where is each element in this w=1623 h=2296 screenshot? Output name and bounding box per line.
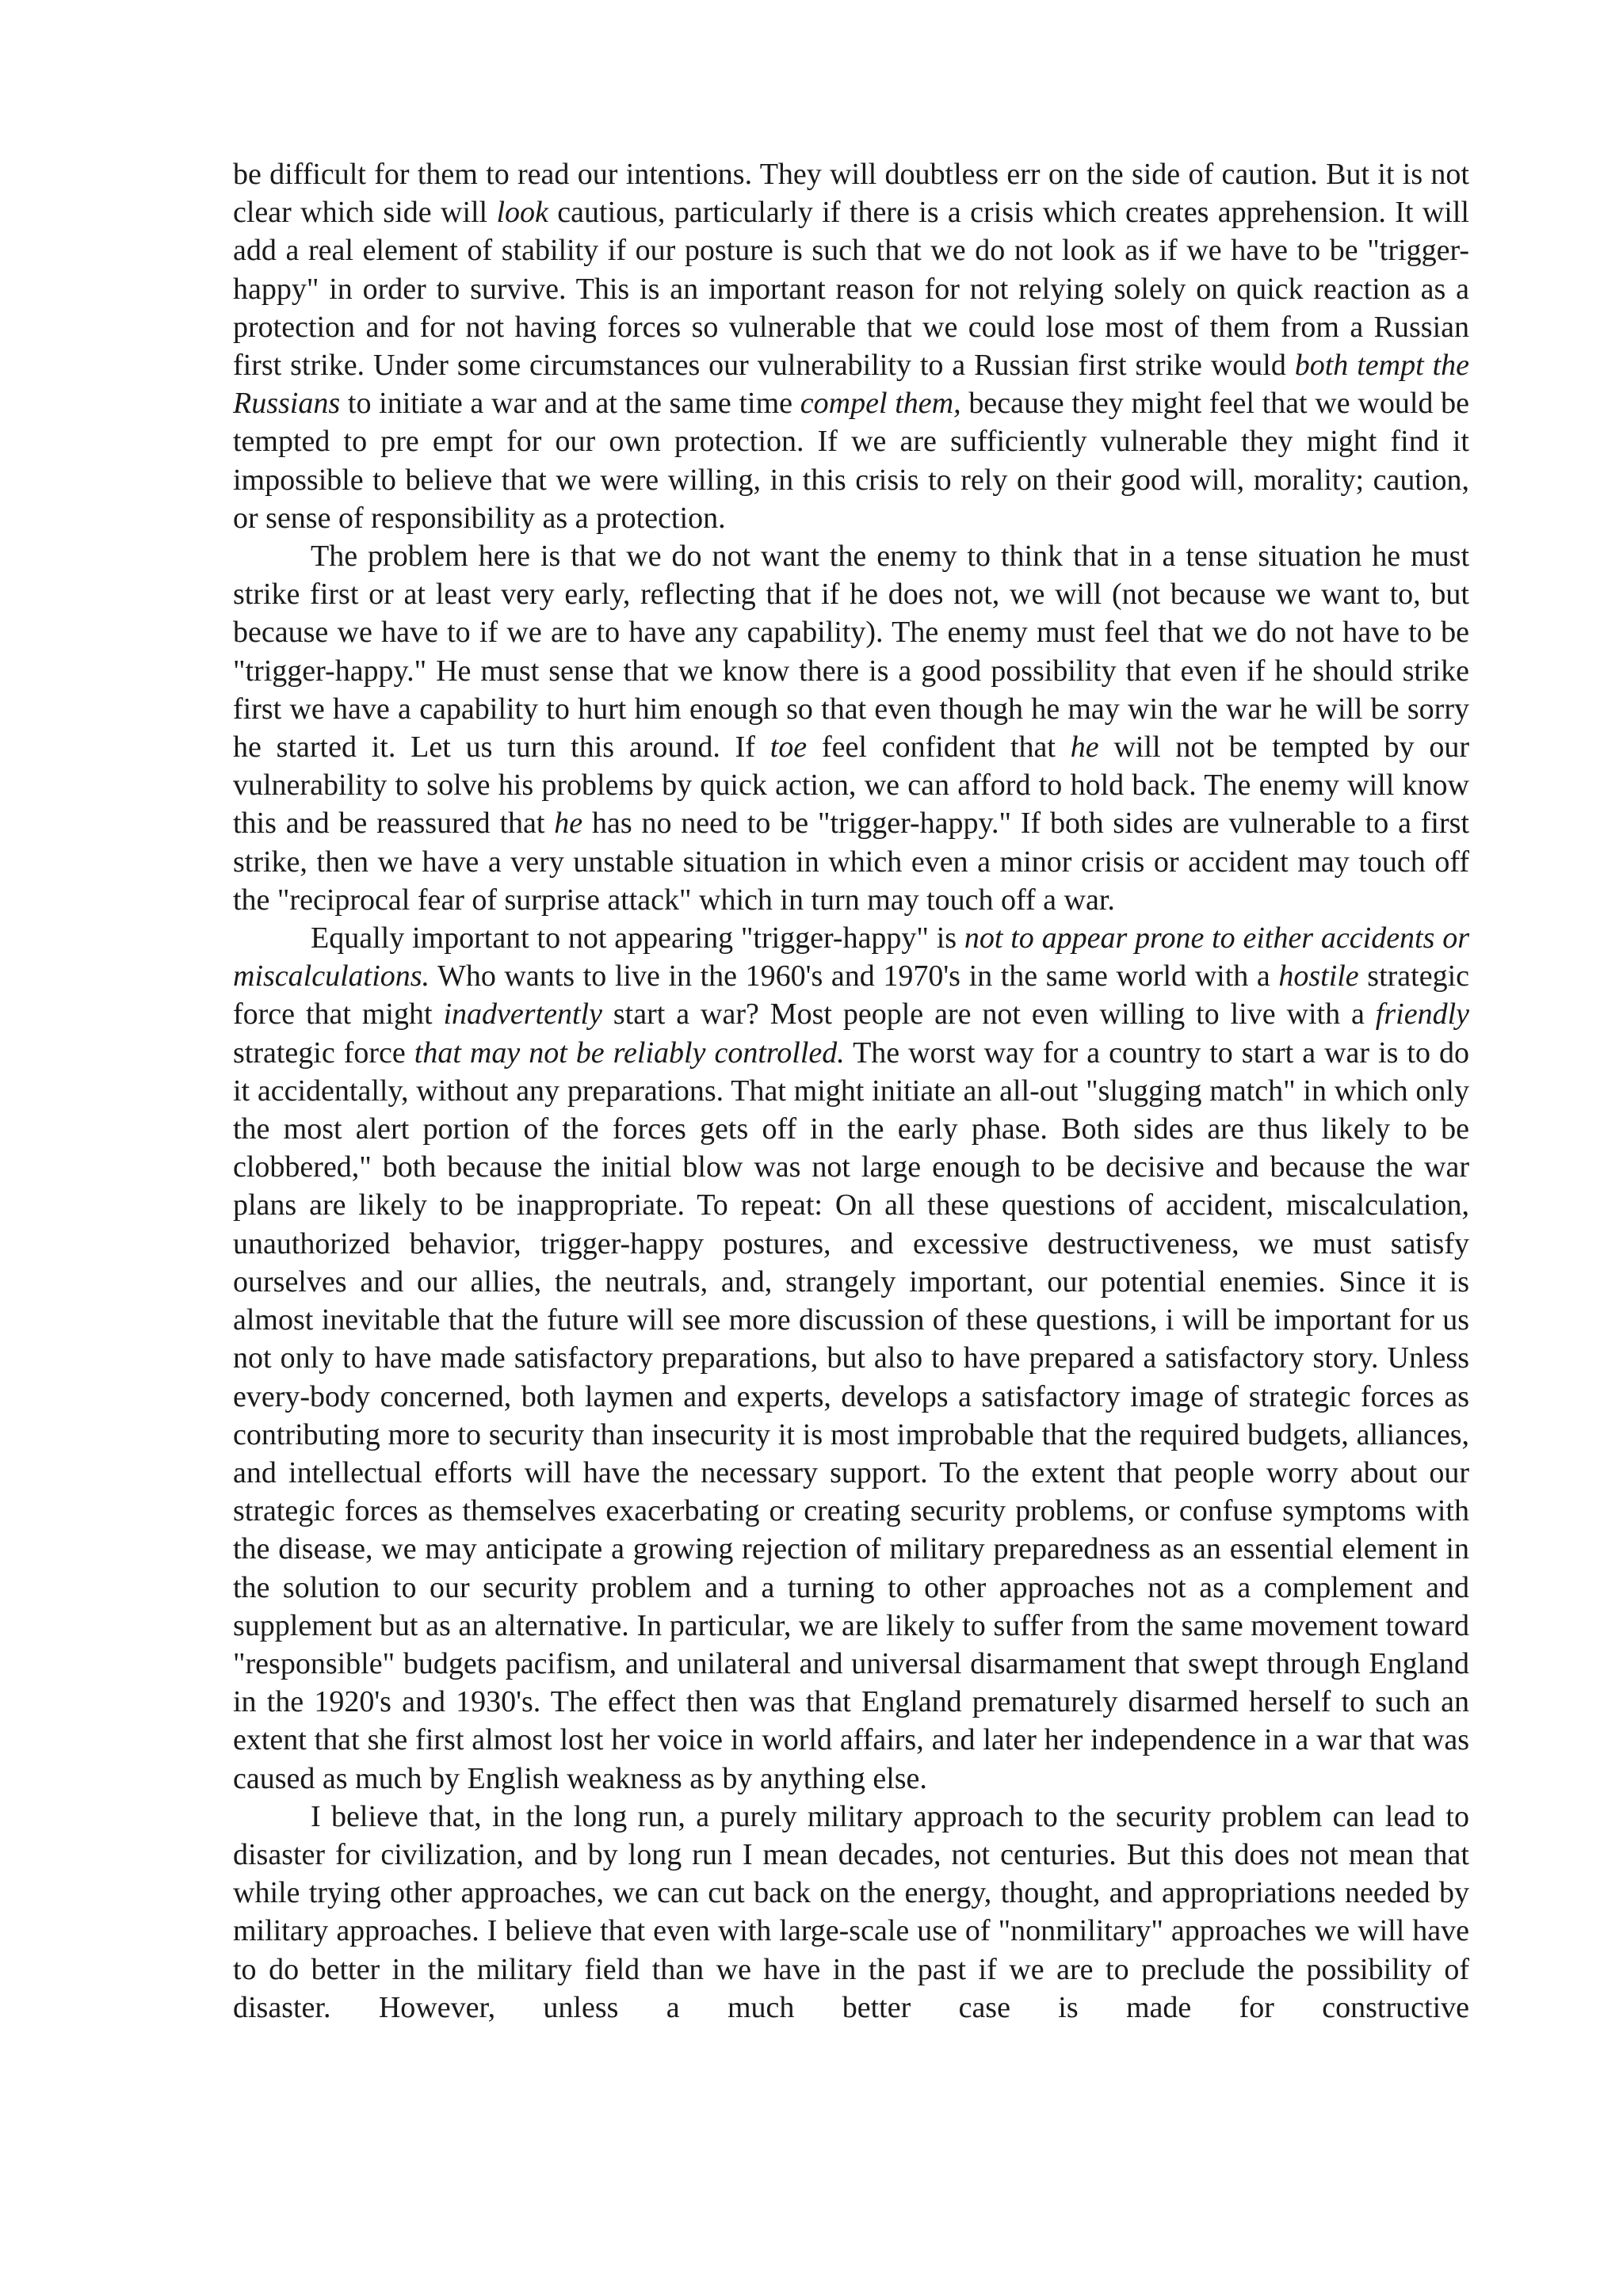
text-run: has no need to be "trigger-happy." If both sides are vulnerable to a first strike, then we have a very unstable situation in which even a minor crisis or accident may touch off the "reciprocal fear of surprise attack" which in turn may touch off a war. — [233, 807, 1469, 917]
italic-text: that may not be reliably controlled. — [414, 1035, 845, 1070]
text-run: strategic force that might — [233, 959, 1469, 1032]
paragraph-3 — [233, 919, 1469, 1798]
text-run: The problem here is that we do not want the enemy to think that in a tense situation he must strike first or at least very early, reflecting that if he does not, we will (not because we want to, but because we have to if we are to have any capability). The enemy must feel that we do not have to be "trigger-happy." He must sense that we know there is a good possibility that even if he should strike first we have a capability to hurt him enough so that even though he may win the war he will be sorry he started it. Let us turn this around. If — [233, 540, 1469, 765]
paragraph-4 — [233, 1798, 1469, 2027]
document-page — [233, 155, 1469, 2027]
italic-text: hostile — [1278, 959, 1359, 994]
text-run: The worst way for a country to start a war is to do it accidentally, without any preparations. That might initiate an all-out "slugging match" in which only the most alert portion of the forces gets off in the early phase. Both sides are thus likely to be clobbered," both because the initial blow was not large enough to be decisive and because the war plans are likely to be inappropriate. To repeat: On all these questions of accident, miscalculation, unauthorized behavior, trigger-happy postures, and excessive destructiveness, we must satisfy ourselves and our allies, the neutrals, and, strangely important, our potential enemies. Since it is almost inevitable that the future will see more discussion of these questions, i will be important for us not only to have made satisfactory preparations, but also to have prepared a satisfactory story. Unless every-body concerned, both laymen and experts, develops a satisfactory image of strategic forces as contributing more to security than insecurity it is most improbable that the required budgets, alliances, and intellectual efforts will have the necessary support. To the extent that people worry about our strategic forces as themselves exacerbating or creating security problems, or confuse symptoms with the disease, we may anticipate a growing rejection of military preparedness as an essential element in the solution to our security problem and a turning to other approaches not as a complement and supplement but as an alternative. In particular, we are likely to suffer from the same movement toward "responsible" budgets pacifism, and unilateral and universal disarmament that swept through England in the 1920's and 1930's. The effect then was that England prematurely disarmed herself to such an extent that she first almost lost her voice in world affairs, and later her independence in a war that was caused as much by English weakness as by anything else. — [233, 1035, 1469, 1795]
text-run: start a war? Most people are not even willing to live with a — [601, 997, 1376, 1032]
paragraph-2 — [233, 537, 1469, 919]
text-run: be difficult for them to read our intentions. They will doubtless err on the side of caution. But it is not clear which side will — [233, 158, 1469, 230]
italic-text: toe — [769, 730, 808, 765]
text-run: Equally important to not appearing "trigger-happy" is — [311, 921, 964, 955]
italic-text: both tempt the Russians — [233, 349, 1469, 421]
text-run: feel confident that — [807, 730, 1071, 765]
text-run: because they might feel that we would be tempted to pre empt for our own protection. If we are sufficiently vulnerable they might find it impossible to believe that we were willing, in this crisis to rely on their good will, morality; caution, or sense of responsibility as a protection. — [233, 387, 1469, 535]
italic-text: he — [1070, 730, 1099, 765]
italic-text: compel them, — [800, 387, 961, 421]
text-run: will not be tempted by our vulnerability to solve his problems by quick action, we can afford to hold back. The enemy will know this and be reassured that — [233, 730, 1469, 841]
text-run: cautious, particularly if there is a crisis which creates apprehension. It will add a real element of stability if our posture is such that we do not look as if we have to be "trigger-happy" in order to survive. This is an important reason for not relying solely on quick reaction as a protection and for not having forces so vulnerable that we could lose most of them from a Russian first strike. Under some circumstances our vulnerability to a Russian first strike would — [233, 196, 1469, 383]
text-run: to initiate a war and at the same time — [340, 387, 800, 421]
text-run: I believe that, in the long run, a purely military approach to the security problem can lead to disaster for civilization, and by long run I mean decades, not centuries. But this does not mean that while trying other approaches, we can cut back on the energy, thought, and appropriations needed by military approaches. I believe that even with large-scale use of "nonmilitary" approaches we will have to do better in the military field than we have in the past if we are to preclude the possibility of disaster. However, unless a much better case is made for constructive — [233, 1799, 1469, 2024]
text-run: strategic force — [233, 1035, 414, 1070]
italic-text: he — [554, 807, 583, 841]
italic-text: look — [496, 196, 548, 230]
italic-text: friendly — [1375, 997, 1469, 1032]
italic-text: not to appear prone to either accidents or miscalculations. — [233, 921, 1469, 994]
paragraph-1 — [233, 155, 1469, 537]
italic-text: inadvertently — [443, 997, 602, 1032]
text-run: Who wants to live in the 1960's and 1970's in the same world with a — [430, 959, 1279, 994]
